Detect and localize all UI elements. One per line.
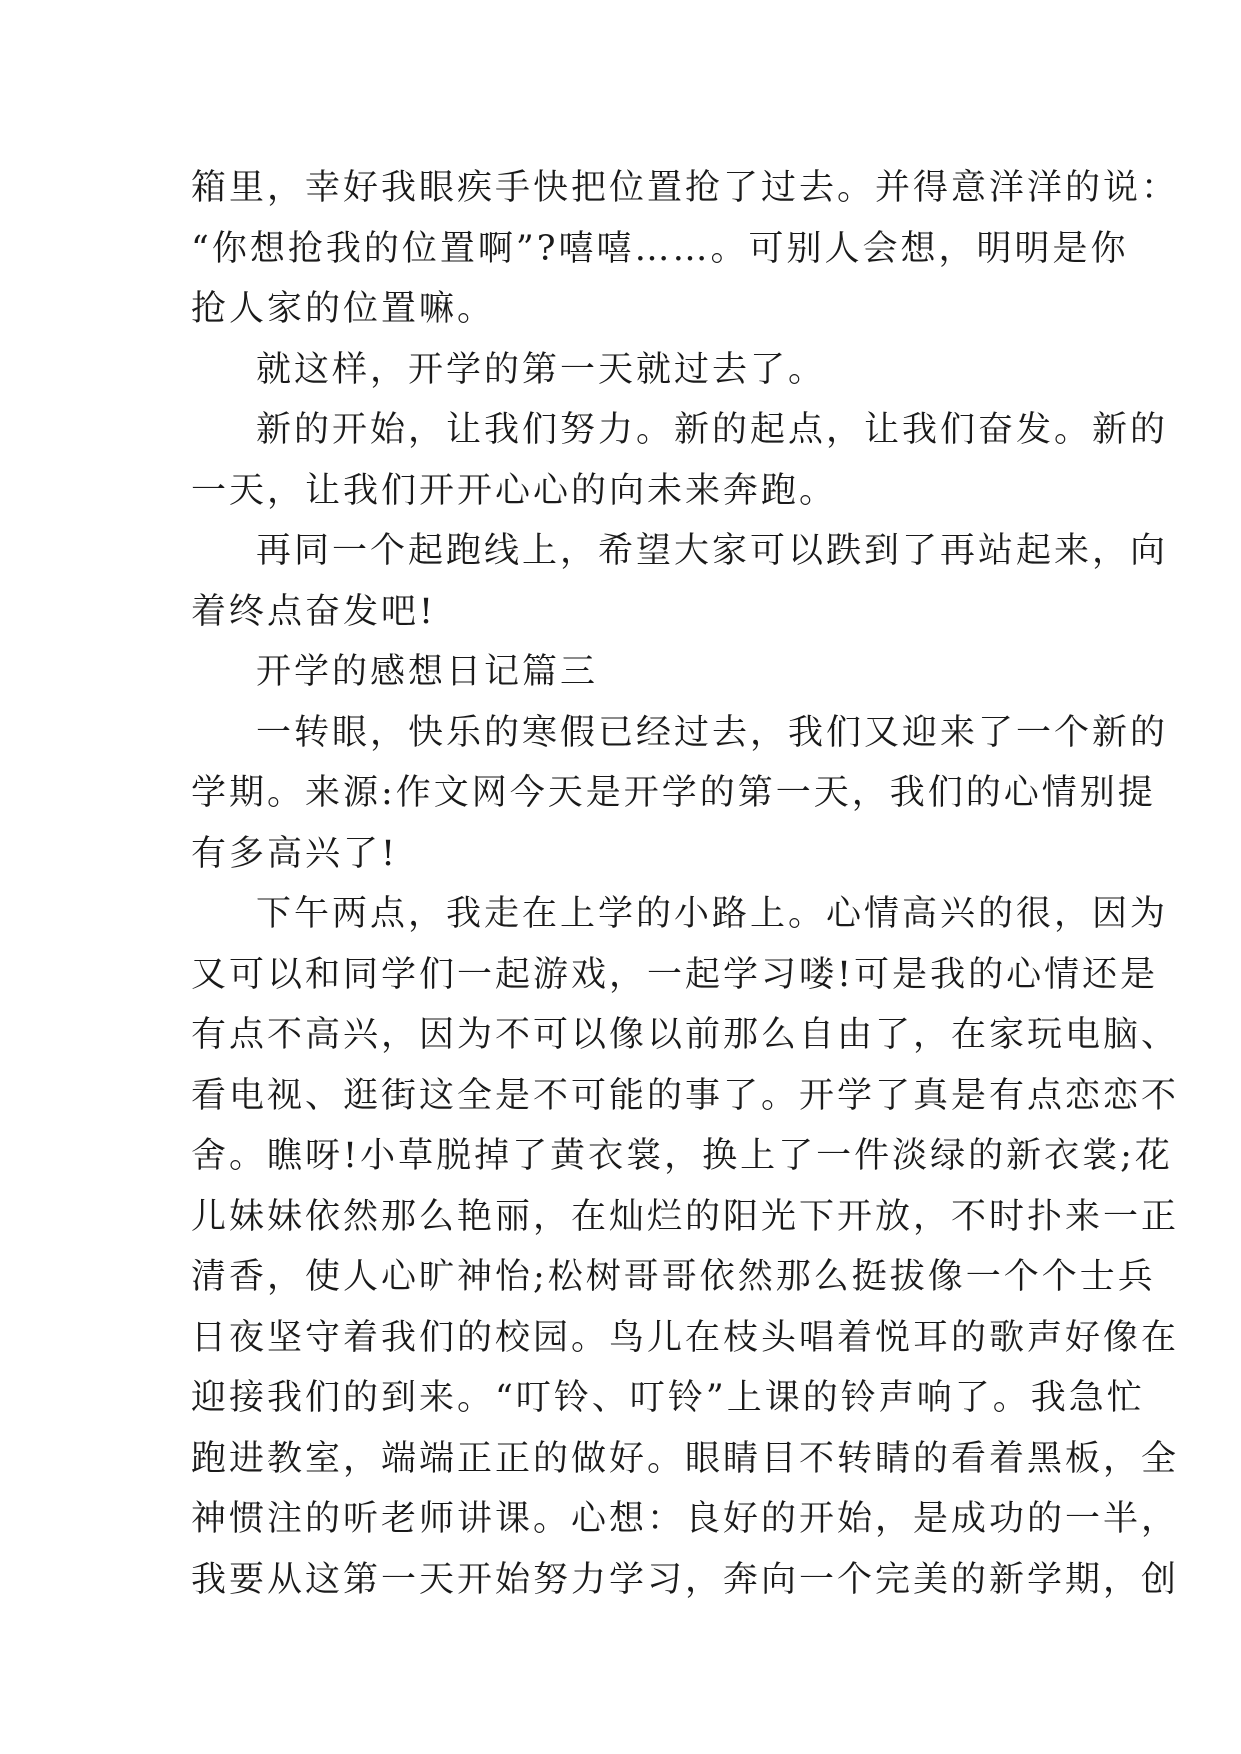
text-line: 迎接我们的到来。“叮铃、叮铃”上课的铃声响了。我急忙 <box>191 1378 1145 1418</box>
text-line: 日夜坚守着我们的校园。鸟儿在枝头唱着悦耳的歌声好像在 <box>191 1317 1180 1358</box>
text-line: 清香，使人心旷神怡;松树哥哥依然那么挺拔像一个个士兵 <box>191 1257 1156 1297</box>
text-line: 神惯注的听老师讲课。心想：良好的开始，是成功的一半， <box>191 1499 1180 1539</box>
text-line: 跑进教室，端端正正的做好。眼睛目不转睛的看着黑板，全 <box>191 1438 1180 1479</box>
text-line: 着终点奋发吧! <box>191 591 437 632</box>
text-line: “你想抢我的位置啊”?嘻嘻……。可别人会想，明明是你 <box>191 228 1129 269</box>
document-body <box>191 158 1180 1610</box>
text-line: 开学的感想日记篇三 <box>256 652 599 692</box>
text-line: 下午两点，我走在上学的小路上。心情高兴的很，因为 <box>256 894 1169 934</box>
text-line: 我要从这第一天开始努力学习，奔向一个完美的新学期，创 <box>191 1559 1180 1600</box>
text-line: 又可以和同学们一起游戏，一起学习喽!可是我的心情还是 <box>191 954 1159 995</box>
text-line: 再同一个起跑线上，希望大家可以跌到了再站起来，向 <box>256 531 1169 571</box>
text-line: 抢人家的位置嘛。 <box>191 289 496 329</box>
text-line: 看电视、逛街这全是不可能的事了。开学了真是有点恋恋不 <box>191 1075 1180 1116</box>
text-line: 箱里，幸好我眼疾手快把位置抢了过去。并得意洋洋的说： <box>191 168 1180 208</box>
text-line: 舍。瞧呀!小草脱掉了黄衣裳，换上了一件淡绿的新衣裳;花 <box>191 1136 1173 1176</box>
text-line: 一天，让我们开开心心的向未来奔跑。 <box>191 470 838 511</box>
text-line: 就这样，开学的第一天就过去了。 <box>256 349 827 390</box>
text-line: 有点不高兴，因为不可以像以前那么自由了，在家玩电脑、 <box>191 1015 1180 1055</box>
text-line: 有多高兴了! <box>191 833 399 874</box>
text-line: 儿妹妹依然那么艳丽，在灿烂的阳光下开放，不时扑来一正 <box>191 1196 1180 1237</box>
text-line: 学期。来源:作文网今天是开学的第一天，我们的心情别提 <box>191 773 1156 813</box>
text-line: 一转眼，快乐的寒假已经过去，我们又迎来了一个新的 <box>256 712 1169 753</box>
text-line: 新的开始，让我们努力。新的起点，让我们奋发。新的 <box>256 410 1169 450</box>
